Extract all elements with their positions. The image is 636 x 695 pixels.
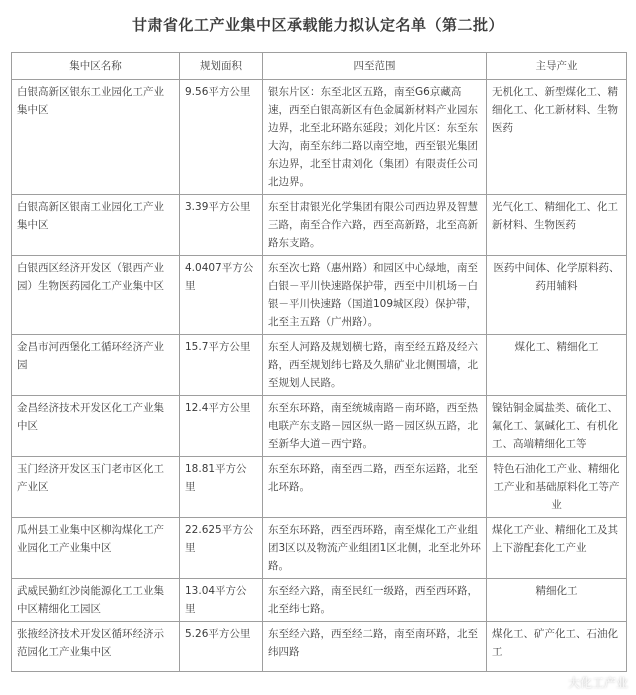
leading-industry-cell: 精细化工 (487, 579, 627, 622)
zone-name-cell: 金昌市河西堡化工循环经济产业园 (12, 335, 180, 396)
table-header-row (12, 53, 627, 80)
zone-name-cell: 武威民勤红沙岗能源化工工业集中区精细化工园区 (12, 579, 180, 622)
column-header-area: 规划面积 (180, 53, 263, 80)
boundary-range-cell: 东至甘肃银光化学集团有限公司西边界及智慧三路，南至合作六路，西至高新路，北至高新路东支路。 (263, 195, 487, 256)
planned-area-cell: 12.4平方公里 (180, 396, 263, 457)
boundary-range-cell: 东至东环路，西至西环路，南至煤化工产业组团3区以及物流产业组团1区北侧，北至北外环路。 (263, 518, 487, 579)
boundary-range-cell: 东至经六路，南至民红一级路，西至西环路，北至纬七路。 (263, 579, 487, 622)
leading-industry-cell: 煤化工、矿产化工、石油化工 (487, 622, 627, 672)
boundary-range-cell: 东至东环路，南至西二路，西至东运路，北至北环路。 (263, 457, 487, 518)
zone-name-cell: 张掖经济技术开发区循环经济示范园化工产业集中区 (12, 622, 180, 672)
zone-name-cell: 白银高新区银东工业园化工产业集中区 (12, 80, 180, 195)
table-row (12, 518, 627, 579)
planned-area-cell: 3.39平方公里 (180, 195, 263, 256)
planned-area-cell: 4.0407平方公里 (180, 256, 263, 335)
table-row (12, 80, 627, 195)
table-row (12, 195, 627, 256)
leading-industry-cell: 无机化工、新型煤化工、精细化工、化工新材料、生物医药 (487, 80, 627, 195)
zone-name-cell: 白银高新区银南工业园化工产业集中区 (12, 195, 180, 256)
planned-area-cell: 9.56平方公里 (180, 80, 263, 195)
column-header-name: 集中区名称 (12, 53, 180, 80)
planned-area-cell: 22.625平方公里 (180, 518, 263, 579)
zone-name-cell: 玉门经济开发区玉门老市区化工产业区 (12, 457, 180, 518)
leading-industry-cell: 光气化工、精细化工、化工新材料、生物医药 (487, 195, 627, 256)
zone-name-cell: 白银西区经济开发区（银西产业园）生物医药园化工产业集中区 (12, 256, 180, 335)
zone-list-table (11, 52, 627, 672)
planned-area-cell: 13.04平方公里 (180, 579, 263, 622)
table-row (12, 457, 627, 518)
boundary-range-cell: 东至人河路及规划横七路，南至经五路及经六路，西至规划纬七路及久鼎矿业北侧围墙，北至规划人民路。 (263, 335, 487, 396)
zone-name-cell: 瓜州县工业集中区柳沟煤化工产业园化工产业集中区 (12, 518, 180, 579)
watermark: 大化工产业 (567, 676, 628, 690)
leading-industry-cell: 镍钴铜金属盐类、硫化工、氟化工、氯碱化工、有机化工、高端精细化工等 (487, 396, 627, 457)
column-header-range: 四至范围 (263, 53, 487, 80)
table-row (12, 396, 627, 457)
boundary-range-cell: 银东片区：东至北区五路，南至G6京藏高速，西至白银高新区有色金属新材料产业园东边界，北至北环路东延段；刘化片区：东至东大沟，南至东纬二路以南空地，西至银光集团东边界，北至甘肃刘化（集团）有限责任公司北边界。 (263, 80, 487, 195)
table-row (12, 256, 627, 335)
boundary-range-cell: 东至经六路，西至经二路，南至南环路，北至纬四路 (263, 622, 487, 672)
column-header-industry: 主导产业 (487, 53, 627, 80)
leading-industry-cell: 煤化工、精细化工 (487, 335, 627, 396)
page-title: 甘肃省化工产业集中区承载能力拟认定名单（第二批） (131, 16, 504, 34)
planned-area-cell: 15.7平方公里 (180, 335, 263, 396)
leading-industry-cell: 医药中间体、化学原料药、药用辅料 (487, 256, 627, 335)
zone-name-cell: 金昌经济技术开发区化工产业集中区 (12, 396, 180, 457)
table-row (12, 579, 627, 622)
boundary-range-cell: 东至东环路，南至统城南路－南环路，西至热电联产东支路－园区纵一路－园区纵五路，北至新华大道－西宁路。 (263, 396, 487, 457)
boundary-range-cell: 东至次七路（惠州路）和园区中心绿地，南至白银－平川快速路保护带，西至中川机场－白银－平川快速路（国道109城区段）保护带，北至主五路（广州路）。 (263, 256, 487, 335)
planned-area-cell: 5.26平方公里 (180, 622, 263, 672)
leading-industry-cell: 特色石油化工产业、精细化工产业和基础原料化工等产业 (487, 457, 627, 518)
table-row (12, 622, 627, 672)
leading-industry-cell: 煤化工产业、精细化工及其上下游配套化工产业 (487, 518, 627, 579)
table-row (12, 335, 627, 396)
planned-area-cell: 18.81平方公里 (180, 457, 263, 518)
